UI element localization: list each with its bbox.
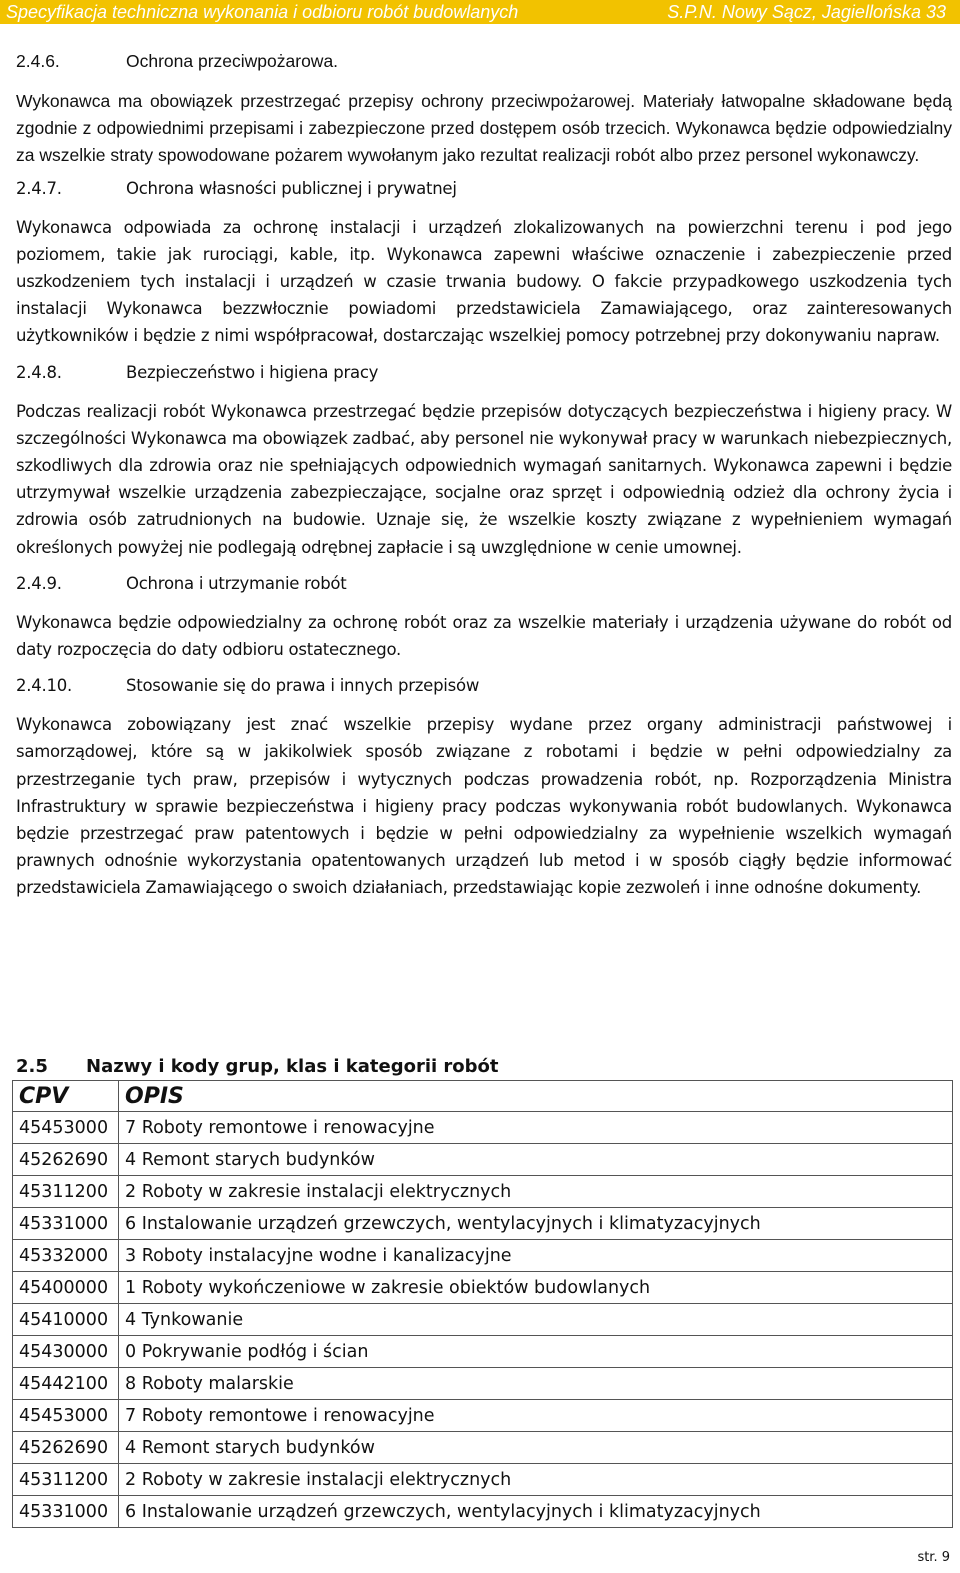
section-number: 2.4.9.: [16, 573, 62, 593]
page-number: str. 9: [917, 1550, 950, 1565]
cpv-codes-table: [12, 1080, 953, 1528]
table-row: [13, 1208, 953, 1240]
table-row: [13, 1336, 953, 1368]
section-2-4-10-heading: [16, 673, 952, 699]
section-number: 2.5: [16, 1056, 48, 1077]
description-cell: 8 Roboty malarskie: [119, 1368, 953, 1400]
header-document-title: Specyfikacja techniczna wykonania i odbioru robót budowlanych: [6, 2, 519, 22]
cpv-code-cell: 45410000: [13, 1304, 119, 1336]
section-2-4-10-paragraph: Wykonawca zobowiązany jest znać wszelkie przepisy wydane przez organy administracji państwowej i samorządowej, które są w jakikolwiek sposób związane z robotami i będzie w pełni odpowiedzialny za przestrzeganie tych praw, przepisów i wytycznych podczas prowadzenia robót, np. Rozporządzenia Ministra Infrastruktury w sprawie bezpieczeństwa i higieny pracy podczas wykonywania robót budowlanych. Wykonawca będzie przestrzegać praw patentowych i będzie w pełni odpowiedzialny za wypełnienie wszelkich wymagań prawnych odnośnie wykorzystania opatentowanych urządzeń lub metod i w sposób ciągły będzie informować przedstawiciela Zamawiającego o swoich działaniach, przedstawiając kopie zezwoleń i inne odnośne dokumenty.: [16, 715, 952, 898]
table-row: [13, 1272, 953, 1304]
cpv-code-cell: 45331000: [13, 1496, 119, 1528]
table-row: [13, 1464, 953, 1496]
table-row: [13, 1176, 953, 1208]
section-title: Ochrona i utrzymanie robót: [126, 573, 347, 593]
cpv-code-cell: 45442100: [13, 1368, 119, 1400]
section-number: 2.4.7.: [16, 178, 62, 198]
section-2-4-8-paragraph: Podczas realizacji robót Wykonawca przestrzegać będzie przepisów dotyczących bezpieczeństwa i higieny pracy. W szczególności Wykonawca ma obowiązek zadbać, aby personel nie wykonywał pracy w warunkach niebezpiecznych, szkodliwych dla zdrowia oraz nie spełniających odpowiednich wymagań sanitarnych. Wykonawca zapewni i będzie utrzymywał wszelkie urządzenia zabezpieczające, socjalne oraz sprzęt i odpowiednią odzież dla ochrony życia i zdrowia osób zatrudnionych na budowie. Uznaje się, że wszelkie koszty związane z wypełnieniem wymagań określonych powyżej nie podlegają odrębnej zapłacie i są uwzględnione w cenie umownej.: [16, 401, 952, 557]
section-2-4-8-heading: [16, 360, 952, 386]
cpv-code-cell: 45311200: [13, 1176, 119, 1208]
description-cell: 2 Roboty w zakresie instalacji elektrycznych: [119, 1464, 953, 1496]
section-2-5-heading: [16, 1054, 499, 1080]
section-2-4-6-heading: [16, 48, 952, 74]
section-title: Bezpieczeństwo i higiena pracy: [126, 362, 379, 382]
description-cell: 6 Instalowanie urządzeń grzewczych, wentylacyjnych i klimatyzacyjnych: [119, 1496, 953, 1528]
section-number: 2.4.10.: [16, 676, 72, 696]
description-cell: 0 Pokrywanie podłóg i ścian: [119, 1336, 953, 1368]
description-cell: 2 Roboty w zakresie instalacji elektrycznych: [119, 1176, 953, 1208]
section-title: Nazwy i kody grup, klas i kategorii robót: [86, 1056, 499, 1077]
cpv-code-cell: 45430000: [13, 1336, 119, 1368]
description-cell: 3 Roboty instalacyjne wodne i kanalizacyjne: [119, 1240, 953, 1272]
cpv-code-cell: 45400000: [13, 1272, 119, 1304]
page-header: [0, 0, 960, 24]
section-2-4-7-paragraph: Wykonawca odpowiada za ochronę instalacji i urządzeń zlokalizowanych na powierzchni terenu i pod jego poziomem, takie jak rurociągi, kable, itp. Wykonawca zapewni właściwe oznaczenie i zabezpieczenie przed uszkodzeniem tych instalacji i urządzeń w czasie trwania budowy. O fakcie przypadkowego uszkodzenia tych instalacji Wykonawca bezzwłocznie powiadomi przedstawiciela Zamawiającego, oraz zainteresowanych użytkowników i będzie z nimi współpracował, dostarczając wszelkiej pomocy potrzebnej przy dokonywaniu napraw.: [16, 217, 952, 346]
section-number: 2.4.6.: [16, 51, 60, 71]
table-header-row: [13, 1081, 953, 1112]
cpv-code-cell: 45453000: [13, 1400, 119, 1432]
description-cell: 7 Roboty remontowe i renowacyjne: [119, 1400, 953, 1432]
section-2-4-9-paragraph: Wykonawca będzie odpowiedzialny za ochronę robót oraz za wszelkie materiały i urządzenia używane do robót od daty rozpoczęcia do daty odbioru ostatecznego.: [16, 612, 952, 660]
section-2-4-6-paragraph: Wykonawca ma obowiązek przestrzegać przepisy ochrony przeciwpożarowej. Materiały łatwopalne składowane będą zgodnie z odpowiednimi przepisami i zabezpieczone przed dostępem osób trzecich. Wykonawca będzie odpowiedzialny za wszelkie straty spowodowane pożarem wywołanym jako rezultat realizacji robót albo przez personel wykonawczy.: [16, 91, 952, 166]
cpv-code-cell: 45262690: [13, 1144, 119, 1176]
cpv-code-cell: 45332000: [13, 1240, 119, 1272]
description-cell: 4 Remont starych budynków: [119, 1144, 953, 1176]
table-row: [13, 1304, 953, 1336]
table-row: [13, 1496, 953, 1528]
table-row: [13, 1368, 953, 1400]
table-row: [13, 1400, 953, 1432]
description-cell: 4 Remont starych budynków: [119, 1432, 953, 1464]
cpv-table-body: [13, 1112, 953, 1528]
column-header-cpv: CPV: [13, 1081, 119, 1112]
table-row: [13, 1112, 953, 1144]
cpv-code-cell: 45262690: [13, 1432, 119, 1464]
table-row: [13, 1432, 953, 1464]
cpv-code-cell: 45311200: [13, 1464, 119, 1496]
document-body: [16, 48, 952, 1077]
section-title: Ochrona przeciwpożarowa.: [126, 51, 339, 71]
section-title: Stosowanie się do prawa i innych przepisów: [126, 676, 480, 696]
section-2-4-7-heading: [16, 176, 952, 202]
cpv-code-cell: 45453000: [13, 1112, 119, 1144]
description-cell: 4 Tynkowanie: [119, 1304, 953, 1336]
description-cell: 7 Roboty remontowe i renowacyjne: [119, 1112, 953, 1144]
section-title: Ochrona własności publicznej i prywatnej: [126, 178, 457, 198]
section-2-4-9-heading: [16, 571, 952, 597]
cpv-code-cell: 45331000: [13, 1208, 119, 1240]
table-row: [13, 1240, 953, 1272]
description-cell: 1 Roboty wykończeniowe w zakresie obiektów budowlanych: [119, 1272, 953, 1304]
description-cell: 6 Instalowanie urządzeń grzewczych, wentylacyjnych i klimatyzacyjnych: [119, 1208, 953, 1240]
column-header-opis: OPIS: [119, 1081, 953, 1112]
section-number: 2.4.8.: [16, 362, 62, 382]
table-row: [13, 1144, 953, 1176]
header-project-location: S.P.N. Nowy Sącz, Jagiellońska 33: [667, 2, 946, 22]
